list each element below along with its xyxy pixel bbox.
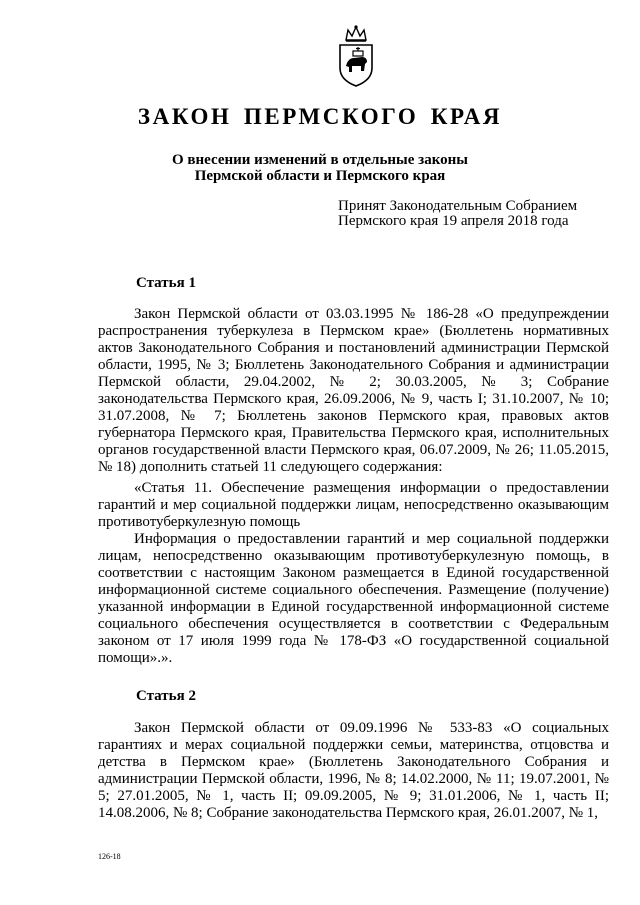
article-1-paragraph-2: «Статья 11. Обеспечение размещения информации о предоставлении гарантий и мер социальной поддержки лицам, непосредственно оказывающим противотуберкулезную помощь bbox=[98, 480, 609, 530]
adoption-line-2: Пермского края 19 апреля 2018 года bbox=[338, 213, 569, 229]
subtitle-line-1: О внесении изменений в отдельные законы bbox=[172, 152, 468, 168]
adoption-line-1: Принят Законодательным Собранием bbox=[338, 198, 578, 214]
adoption-note bbox=[338, 199, 598, 229]
article-2-heading: Статья 2 bbox=[136, 688, 196, 704]
document-code: 126-18 bbox=[98, 852, 121, 861]
article-1-paragraph-1: Закон Пермской области от 03.03.1995 № 186-28 «О предупреждении распространения туберкулеза в Пермском крае» (Бюллетень нормативных актов Законодательного Собрания и постановлений администрации Пермской области, 1995, № 3; Бюллетень Законодательного Собрания и администрации Пермской области, 29.04.2002, № 2; 30.03.2005, № 3; Собрание законодательства Пермского края, 26.09.2006, № 9, часть I; 31.10.2007, № 10; 31.07.2008, № 7; Бюллетень законов Пермского края, правовых актов губернатора Пермского края, Правительства Пермского края, исполнительных органов государственной власти Пермского края, 06.07.2009, № 26; 11.05.2015, № 18) дополнить статьей 11 следующего содержания: bbox=[98, 306, 609, 475]
subtitle-line-2: Пермской области и Пермского края bbox=[194, 168, 446, 184]
document-subtitle bbox=[0, 152, 640, 184]
article-1-heading: Статья 1 bbox=[136, 275, 196, 291]
document-title: ЗАКОН ПЕРМСКОГО КРАЯ bbox=[137, 104, 503, 129]
article-1-paragraph-3: Информация о предоставлении гарантий и мер социальной поддержки лицам, непосредственно оказывающим противотуберкулезную помощь, в соответствии с настоящим Законом размещается в Единой государственной информационной системе социального обеспечения. Размещение (получение) указанной информации в Единой государственной информационной системе социального обеспечения осуществляется в соответствии с Федеральным законом от 17 июля 1999 года № 178-ФЗ «О государственной социальной помощи».». bbox=[98, 531, 609, 666]
coat-of-arms-icon bbox=[334, 24, 378, 88]
article-2-paragraph-1: Закон Пермской области от 09.09.1996 № 533-83 «О социальных гарантиях и мерах социальной поддержки семьи, материнства, отцовства и детства в Пермском крае» (Бюллетень Законодательного Собрания и администрации Пермской области, 1996, № 8; 14.02.2000, № 11; 19.07.2001, № 5; 27.01.2005, № 1, часть II; 09.09.2005, № 9; 31.01.2006, № 1, часть II; 14.08.2006, № 8; Собрание законодательства Пермского края, 26.01.2007, № 1, bbox=[98, 720, 609, 821]
